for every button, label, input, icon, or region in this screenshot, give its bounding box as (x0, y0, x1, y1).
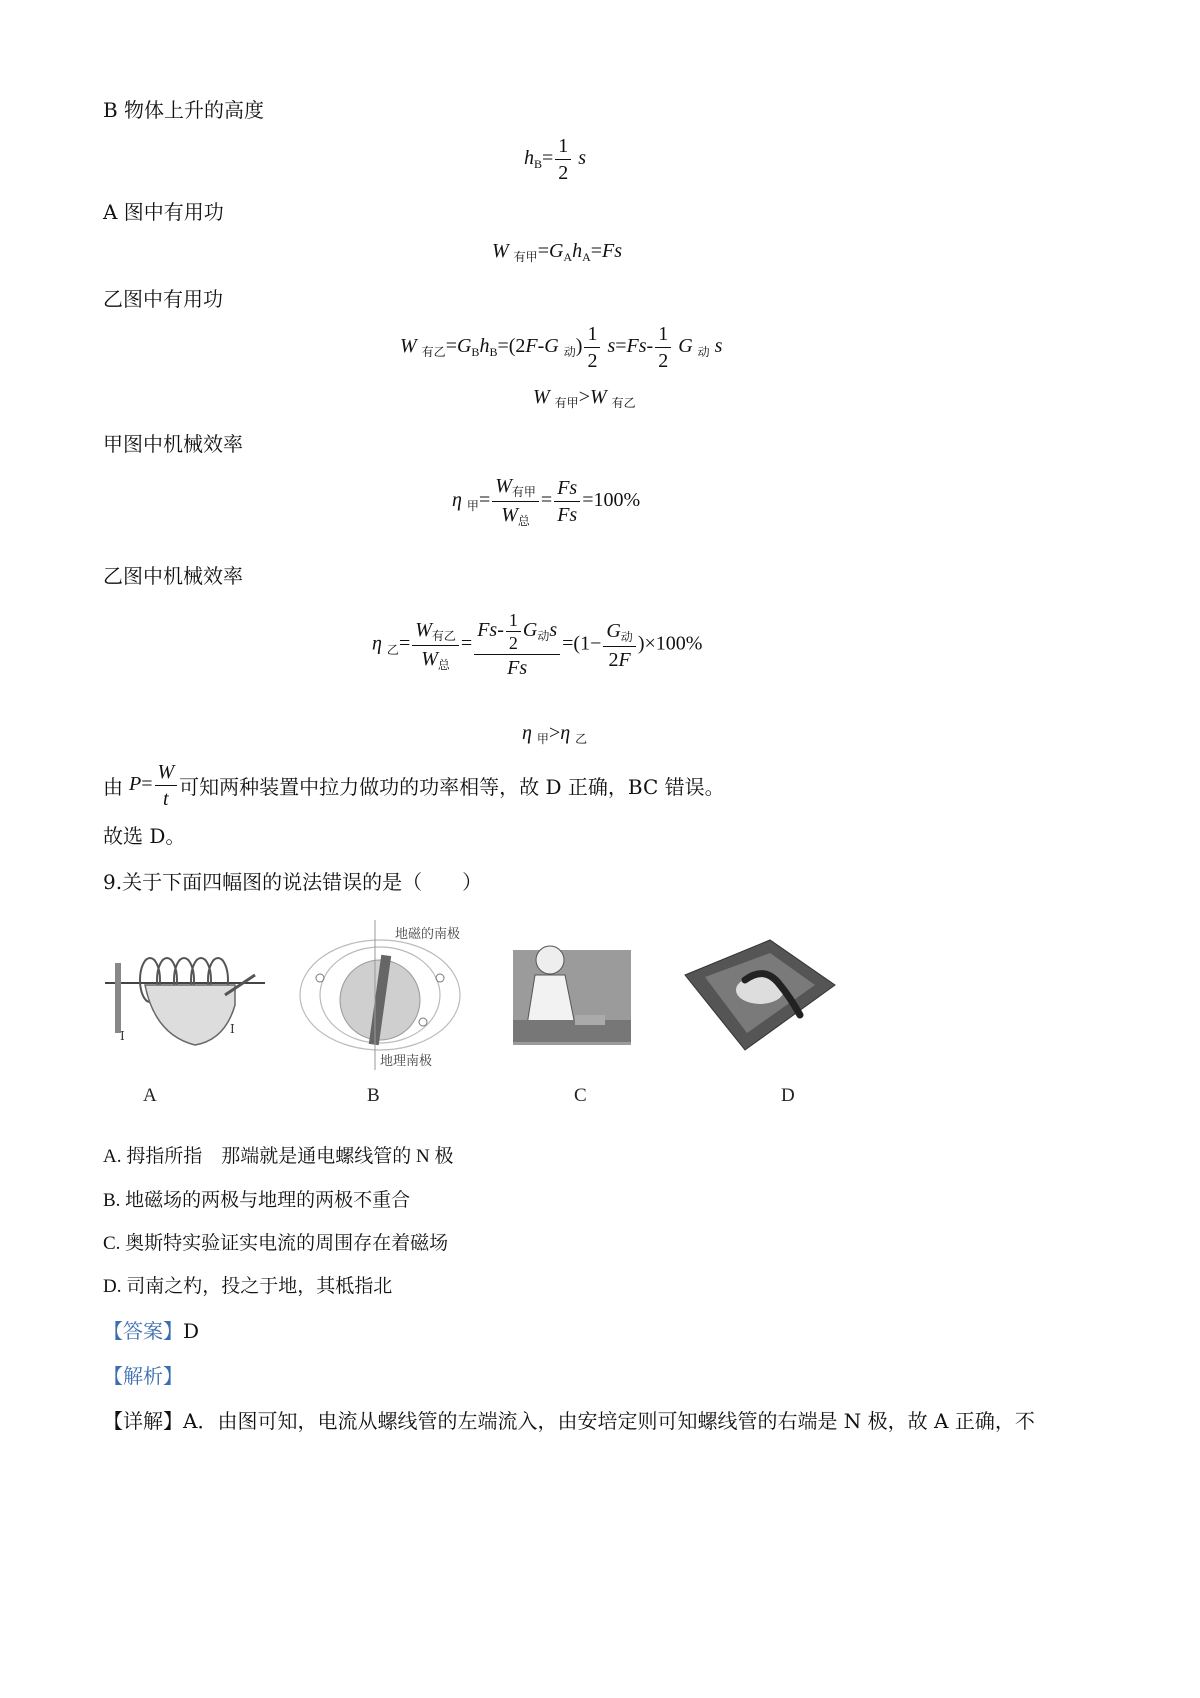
formula-hb: $h_B=$ $\frac{1}{2}$ s (524, 135, 587, 184)
formula-eta-jia: η $_甲$= $\frac{W_{有甲}}{W_总}$ = $\frac{Fs}{Fs}$ =100% (452, 475, 641, 528)
formula-w-yi: W $_{有乙}=G_Bh_B=(2F-G$ $_动$) $\frac{1}{2}$ s=Fs- $\frac{1}{2}$ G $_动$ s (400, 323, 723, 372)
formula-w-compare: W $_{有甲}$>W $_{有乙}$ (533, 386, 636, 410)
answer-tag: 【答案】 (103, 1319, 183, 1343)
text-power-pre: 由 (103, 775, 123, 799)
question-title: 9.关于下面四幅图的说法错误的是（ ） (103, 870, 483, 894)
analysis-tag: 【解析】 (103, 1364, 183, 1388)
text-jia-eff-label: 甲图中机械效率 (103, 432, 243, 456)
text-power-line (103, 760, 725, 811)
answer-line (103, 1315, 199, 1344)
svg-text:I: I (120, 1029, 125, 1043)
option-d: D. 司南之杓，投之于地，其柢指北 (103, 1276, 393, 1297)
figure-b-bottom-label: 地理南极 (380, 1054, 433, 1069)
text-choose: 故选 D。 (103, 824, 186, 848)
text-b-height-label: B 物体上升的高度 (103, 98, 265, 122)
text-yi-eff-label: 乙图中机械效率 (103, 564, 243, 588)
figure-a-solenoid (105, 935, 270, 1060)
formula-eta-yi: η $_乙$= $\frac{W_{有乙}}{W_总}$ = Fs- $\frac{1}{2}$ $G_动s$ Fs =(1− $\frac{G_动}{2F}$ )×100% (372, 610, 703, 679)
figure-label-a: A (143, 1085, 157, 1106)
figure-label-d: D (781, 1085, 795, 1106)
detail-line (103, 1405, 1035, 1434)
formula-eta-compare: η $_甲$>η $_乙$ (522, 722, 588, 746)
figure-label-c: C (574, 1085, 587, 1106)
text-a-useful-label: A 图中有用功 (103, 200, 224, 224)
figure-c-oersted (505, 935, 645, 1050)
figure-label-b: B (367, 1085, 380, 1106)
text-yi-useful-label: 乙图中有用功 (103, 287, 223, 311)
figure-b-earth-field (295, 920, 490, 1070)
option-b: B. 地磁场的两极与地理的两极不重合 (103, 1190, 411, 1211)
detail-text: A．由图可知，电流从螺线管的左端流入，由安培定则可知螺线管的右端是 N 极，故 A 正确，不 (183, 1409, 1035, 1433)
answer-value: D (183, 1319, 200, 1343)
formula-power: P= $\frac{W}{t}$ (129, 760, 179, 811)
detail-tag: 【详解】 (103, 1409, 183, 1433)
formula-w-jia: W $_{有甲}=G_Ah_A=Fs$ (492, 240, 623, 264)
option-c: C. 奥斯特实验证实电流的周围存在着磁场 (103, 1233, 449, 1254)
text-power-post: 可知两种装置中拉力做功的功率相等，故 D 正确，BC 错误。 (179, 775, 725, 799)
figure-b-top-label: 地磁的南极 (395, 927, 461, 942)
svg-text:I: I (230, 1022, 235, 1036)
option-a: A. 拇指所指 那端就是通电螺线管的 N 极 (103, 1146, 454, 1167)
figure-d-sinan (675, 935, 840, 1055)
